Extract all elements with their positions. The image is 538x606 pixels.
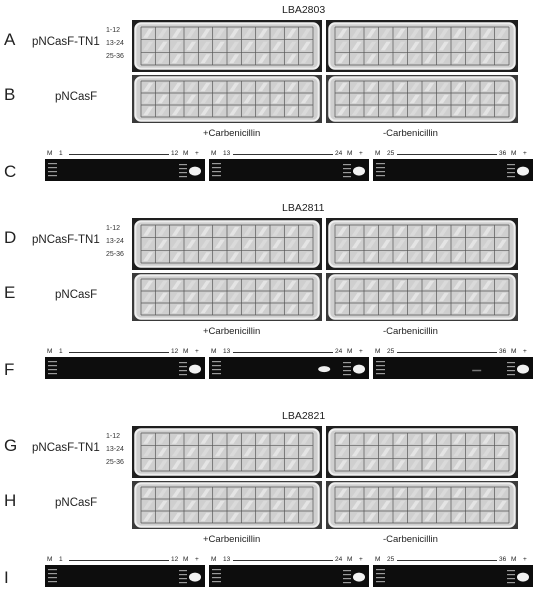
ladder-band: [376, 577, 385, 578]
ladder-band: [212, 373, 221, 374]
ladder-band: [212, 569, 221, 570]
condition-label: -Carbenicillin: [383, 326, 438, 337]
ladder-band: [179, 168, 187, 169]
plate-plus-carbenicillin: [132, 75, 322, 123]
plasmid-label: pNCasF-TN1: [32, 36, 100, 48]
control-band: [189, 573, 201, 582]
condition-label: -Carbenicillin: [383, 534, 438, 545]
gel-marker-label: M: [511, 348, 517, 355]
condition-label: +Carbenicillin: [203, 534, 261, 545]
plate-plus-carbenicillin: [132, 481, 322, 529]
ladder-band: [507, 578, 515, 579]
ladder-band: [48, 581, 57, 582]
lane-range-line: [69, 154, 169, 155]
gel-lane-start: 13: [223, 150, 231, 157]
plasmid-label: pNCasF: [55, 289, 98, 301]
plasmid-label: pNCasF-TN1: [32, 442, 100, 454]
plate-minus-carbenicillin: [326, 20, 518, 72]
gel-marker-label: M: [47, 150, 53, 157]
panel-letter: E: [4, 283, 16, 302]
plate-row-label: 1-12: [106, 225, 121, 232]
ladder-band: [376, 175, 385, 176]
plate-minus-carbenicillin: [326, 426, 518, 478]
plate-row-label: 1-12: [106, 433, 121, 440]
ladder-band: [48, 573, 57, 574]
gel-lane-end: 12: [171, 556, 179, 563]
gel-control-label: +: [523, 150, 527, 157]
condition-label: -Carbenicillin: [383, 128, 438, 139]
ladder-band: [212, 167, 221, 168]
lane-range-line: [233, 352, 333, 353]
ladder-band: [212, 581, 221, 582]
gel-image: [45, 159, 205, 181]
ladder-band: [376, 167, 385, 168]
lane-range-line: [233, 154, 333, 155]
plate-row-label: 13-24: [106, 40, 124, 47]
gel-control-label: +: [359, 348, 363, 355]
ladder-band: [48, 175, 57, 176]
plate-row-label: 25-36: [106, 53, 124, 60]
plate-minus-carbenicillin: [326, 218, 518, 270]
plate-minus-carbenicillin: [326, 481, 518, 529]
ladder-band: [343, 168, 351, 169]
ladder-band: [343, 366, 351, 367]
strain-title: LBA2821: [282, 410, 326, 422]
gel-control-label: +: [195, 556, 199, 563]
lane-range-line: [69, 352, 169, 353]
gel-marker-label: M: [211, 556, 217, 563]
gel-control-label: +: [359, 150, 363, 157]
gel-marker-label: M: [183, 348, 189, 355]
plate-plus-carbenicillin: [132, 426, 322, 478]
condition-label: +Carbenicillin: [203, 326, 261, 337]
panel-letter: B: [4, 85, 16, 104]
ladder-band: [376, 573, 385, 574]
ladder-band: [376, 373, 385, 374]
ladder-band: [212, 365, 221, 366]
gel-lane-start: 25: [387, 348, 395, 355]
gel-lane-end: 12: [171, 150, 179, 157]
lane-range-line: [233, 560, 333, 561]
gel-image: [373, 159, 533, 181]
ladder-band: [376, 171, 385, 172]
panel-letter: F: [4, 360, 15, 379]
ladder-band: [343, 574, 351, 575]
gel-marker-label: M: [511, 150, 517, 157]
lane-range-line: [69, 560, 169, 561]
gel-marker-label: M: [183, 150, 189, 157]
control-band: [353, 365, 365, 374]
gel-marker-label: M: [347, 150, 353, 157]
plate-row-label: 13-24: [106, 238, 124, 245]
ladder-band: [507, 168, 515, 169]
panel-letter: D: [4, 228, 17, 247]
ladder-band: [48, 569, 57, 570]
ladder-band: [507, 362, 515, 363]
gel-marker-label: M: [375, 556, 381, 563]
ladder-band: [179, 374, 187, 375]
gel-marker-label: M: [47, 556, 53, 563]
gel-lane-start: 13: [223, 556, 231, 563]
ladder-band: [179, 582, 187, 583]
ladder-band: [48, 361, 57, 362]
gel-control-label: +: [523, 556, 527, 563]
control-band: [353, 573, 365, 582]
gel-lane-end: 24: [335, 348, 343, 355]
gel-image: [373, 565, 533, 587]
ladder-band: [212, 163, 221, 164]
gel-lane-start: 1: [59, 150, 63, 157]
plate-row-label: 25-36: [106, 251, 124, 258]
ladder-band: [48, 365, 57, 366]
gel-lane-end: 24: [335, 556, 343, 563]
ladder-band: [212, 577, 221, 578]
condition-label: +Carbenicillin: [203, 128, 261, 139]
gel-control-label: +: [195, 150, 199, 157]
gel-marker-label: M: [375, 348, 381, 355]
gel-lane-end: 36: [499, 556, 507, 563]
ladder-band: [376, 569, 385, 570]
control-band: [517, 365, 529, 374]
panel-letter: A: [4, 30, 16, 49]
gel-marker-label: M: [183, 556, 189, 563]
gel-lane-start: 1: [59, 556, 63, 563]
ladder-band: [343, 578, 351, 579]
gel-marker-label: M: [211, 150, 217, 157]
ladder-band: [507, 176, 515, 177]
ladder-band: [48, 373, 57, 374]
ladder-band: [179, 164, 187, 165]
ladder-band: [343, 582, 351, 583]
ladder-band: [376, 361, 385, 362]
ladder-band: [212, 573, 221, 574]
ladder-band: [48, 577, 57, 578]
lane-range-line: [397, 352, 497, 353]
ladder-band: [507, 574, 515, 575]
ladder-band: [343, 370, 351, 371]
gel-control-label: +: [359, 556, 363, 563]
ladder-band: [179, 172, 187, 173]
gel-lane-end: 12: [171, 348, 179, 355]
gel-marker-label: M: [47, 348, 53, 355]
panel-letter: I: [4, 568, 9, 587]
gel-image: [209, 357, 369, 379]
control-band: [189, 167, 201, 176]
ladder-band: [179, 366, 187, 367]
plasmid-label: pNCasF-TN1: [32, 234, 100, 246]
panel-letter: C: [4, 162, 17, 181]
panel-letter: H: [4, 491, 17, 510]
plate-row-label: 25-36: [106, 459, 124, 466]
ladder-band: [212, 171, 221, 172]
gel-lane-start: 25: [387, 556, 395, 563]
ladder-band: [343, 374, 351, 375]
ladder-band: [179, 578, 187, 579]
plasmid-label: pNCasF: [55, 497, 98, 509]
ladder-band: [343, 176, 351, 177]
strain-title: LBA2803: [282, 4, 326, 16]
plasmid-label: pNCasF: [55, 91, 98, 103]
ladder-band: [376, 581, 385, 582]
gel-image: [209, 159, 369, 181]
ladder-band: [507, 570, 515, 571]
gel-control-label: +: [195, 348, 199, 355]
gel-image: [373, 357, 533, 379]
ladder-band: [343, 570, 351, 571]
ladder-band: [343, 172, 351, 173]
control-band: [353, 167, 365, 176]
ladder-band: [179, 574, 187, 575]
gel-lane-start: 25: [387, 150, 395, 157]
gel-lane-end: 36: [499, 348, 507, 355]
ladder-band: [343, 362, 351, 363]
panel-letter: G: [4, 436, 18, 455]
ladder-band: [212, 361, 221, 362]
gel-image: [45, 357, 205, 379]
ladder-band: [507, 370, 515, 371]
gel-lane-end: 24: [335, 150, 343, 157]
plate-plus-carbenicillin: [132, 218, 322, 270]
ladder-band: [48, 167, 57, 168]
ladder-band: [343, 164, 351, 165]
lane-range-line: [397, 154, 497, 155]
ladder-band: [48, 369, 57, 370]
ladder-band: [212, 369, 221, 370]
gel-control-label: +: [523, 348, 527, 355]
control-band: [517, 573, 529, 582]
ladder-band: [507, 172, 515, 173]
plate-row-label: 1-12: [106, 27, 121, 34]
ladder-band: [507, 164, 515, 165]
ladder-band: [376, 369, 385, 370]
gel-marker-label: M: [375, 150, 381, 157]
plate-minus-carbenicillin: [326, 75, 518, 123]
ladder-band: [376, 163, 385, 164]
sample-band: [318, 366, 330, 372]
sample-band: [472, 370, 481, 372]
gel-marker-label: M: [347, 348, 353, 355]
plate-minus-carbenicillin: [326, 273, 518, 321]
gel-marker-label: M: [347, 556, 353, 563]
ladder-band: [507, 374, 515, 375]
control-band: [189, 365, 201, 374]
gel-lane-start: 13: [223, 348, 231, 355]
strain-title: LBA2811: [282, 202, 325, 214]
ladder-band: [376, 365, 385, 366]
ladder-band: [48, 163, 57, 164]
gel-marker-label: M: [511, 556, 517, 563]
gel-image: [209, 565, 369, 587]
plate-plus-carbenicillin: [132, 273, 322, 321]
plate-row-label: 13-24: [106, 446, 124, 453]
ladder-band: [179, 370, 187, 371]
gel-image: [45, 565, 205, 587]
ladder-band: [212, 175, 221, 176]
plate-plus-carbenicillin: [132, 20, 322, 72]
ladder-band: [48, 171, 57, 172]
lane-range-line: [397, 560, 497, 561]
ladder-band: [507, 366, 515, 367]
gel-lane-start: 1: [59, 348, 63, 355]
gel-lane-end: 36: [499, 150, 507, 157]
control-band: [517, 167, 529, 176]
ladder-band: [179, 570, 187, 571]
ladder-band: [179, 176, 187, 177]
ladder-band: [507, 582, 515, 583]
ladder-band: [179, 362, 187, 363]
gel-marker-label: M: [211, 348, 217, 355]
